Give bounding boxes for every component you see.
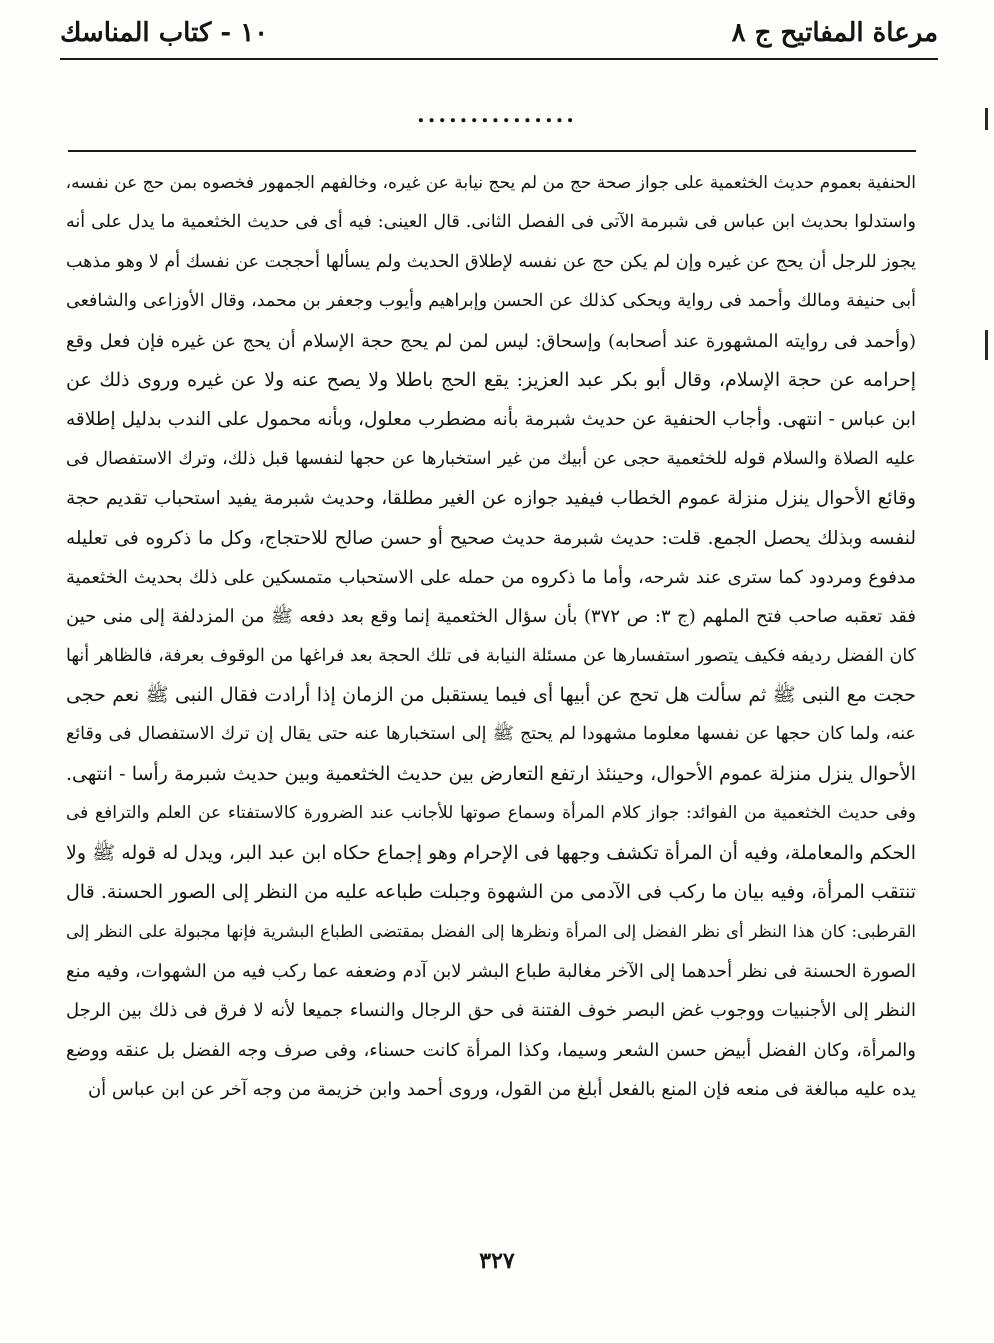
text-line: مدفوع ومردود كما سترى عند شرحه، وأما ما ذكروه من حمله على الاستحباب متمسكين على ذلك بحديث الخثعمية — [66, 566, 916, 588]
text-line: ابن عباس - انتهى. وأجاب الحنفية عن حديث شبرمة بأنه مضطرب معلول، وبأنه محمول على الندب بدليل إطلاقه — [66, 409, 916, 431]
page-header — [60, 16, 938, 56]
text-line: الصورة الحسنة فى نظر أحدهما إلى الآخر مغالبة طباع البشر لابن آدم وضعفه عما ركب فيه من الشهوات، وفيه منع — [66, 960, 916, 982]
text-line: يجوز للرجل أن يحج عن غيره وإن لم يكن حج عن نفسه لإطلاق الحديث ولم يسألها أحججت عن نفسك أم لا وهو مذهب — [66, 251, 916, 272]
page-number: ٣٢٧ — [479, 1248, 515, 1274]
text-line: القرطبى: كان هذا النظر أى نظر الفضل إلى المرأة ونظرها إلى الفضل بمقتضى الطباع البشرية فإنها مجبولة على النظر إلى — [66, 922, 916, 942]
text-line: وقائع الأحوال ينزل منزلة عموم الخطاب فيفيد جوازه عن الغير مطلقا، وحديث شبرمة يفيد استحباب تقديم حجة — [66, 488, 916, 510]
header-rule — [60, 58, 938, 60]
text-line: عنه، ولما كان حجها عن نفسها معلوما مشهودا لم يحتج ﷺ إلى استخبارها عنه حتى يقال إن ترك الاستفصال فى وقائع — [66, 724, 916, 745]
text-line: لنفسه وبذلك يحصل الجمع. قلت: حديث شبرمة حديث صحيح أو حسن صالح للاحتجاج، وكل ما ذكروه فى تعليله — [66, 527, 916, 549]
text-line: والمرأة، وكان الفضل أبيض حسن الشعر وسيما، وكذا المرأة كانت حسناء، وفى صرف وجه الفضل بل عنقه ووضع — [66, 1039, 916, 1061]
text-line: النظر إلى الأجنبيات ووجوب غض البصر خوف الفتنة فى حق الرجال والنساء جميعا لأنه لا فرق فى ذلك بين الرجل — [66, 1000, 916, 1022]
margin-scan-mark — [985, 330, 988, 360]
text-line: الأحوال ينزل منزلة عموم الأحوال، وحينئذ ارتفع التعارض بين حديث الخثعمية وبين حديث شبرمة رأسا - انتهى. — [66, 762, 916, 785]
section-separator: ............... — [417, 102, 577, 128]
text-line: يده عليه مبالغة فى منعه فإن المنع بالفعل أبلغ من القول، وروى أحمد وابن خزيمة من وجه آخر عن ابن عباس أن — [87, 1078, 916, 1100]
running-title: مرعاة المفاتيح ج ٨ — [731, 18, 938, 48]
text-line: كان الفضل رديفه فكيف يتصور استفسارها عن مسئلة النيابة فى تلك الحجة بعد فراغها من الوقوف بعرفة، فالظاهر أنها — [66, 645, 916, 666]
text-line: عليه الصلاة والسلام قوله للخثعمية حجى عن أبيك من غير استخبارها عن حجها لنفسها قبل ذلك، وترك الاستفصال فى — [66, 448, 916, 469]
text-line: إحرامه عن حجة الإسلام، وقال أبو بكر عبد العزيز: يقع الحج باطلا ولا يصح عنه ولا عن غيره وروى ذلك عن — [66, 368, 916, 391]
text-line: واستدلوا بحديث ابن عباس فى شبرمة الآتى فى الفصل الثانى. قال العينى: فيه أى فى حديث الخثعمية ما يدل على أنه — [66, 212, 916, 233]
text-line: (وأحمد فى روايته المشهورة عند أصحابه) وإسحاق: ليس لمن لم يحج حجة الإسلام أن يحج عن غيره فإن فعل وقع — [66, 330, 916, 352]
text-line: أبى حنيفة ومالك وأحمد فى رواية ويحكى كذلك عن الحسن وإبراهيم وأيوب وجعفر بن محمد، وقال الأوزاعى والشافعى — [66, 291, 916, 312]
text-line: فقد تعقبه صاحب فتح الملهم (ج ٣: ص ٣٧٢) بأن سؤال الخثعمية إنما وقع بعد دفعه ﷺ من المزدلفة إلى منى حين — [66, 606, 916, 628]
text-line: تنتقب المرأة، وفيه بيان ما ركب فى الآدمى من الشهوة وجبلت طباعه عليه من النظر إلى الصور الحسنة. قال — [66, 881, 916, 904]
chapter-title: ١٠ - كتاب المناسك — [60, 18, 269, 48]
text-line: وفى حديث الخثعمية من الفوائد: جواز كلام المرأة وسماع صوتها للأجانب عند الضرورة كالاستفتاء عن العلم والترافع فى — [66, 803, 916, 824]
text-line: حجت مع النبى ﷺ ثم سألت هل تحج عن أبيها أى فيما يستقبل من الزمان إذا أرادت فقال النبى ﷺ نعم حجى — [66, 684, 916, 707]
text-line: الحنفية بعموم حديث الخثعمية على جواز صحة حج من لم يحج نيابة عن غيره، وخالفهم الجمهور فخصوه بمن حج عن نفسه، — [66, 173, 916, 193]
text-line: الحكم والمعاملة، وفيه أن المرأة تكشف وجهها فى الإحرام وهو إجماع حكاه ابن عبد البر، ويدل له قوله ﷺ ولا — [66, 841, 916, 864]
commentary-body — [66, 164, 916, 1109]
margin-scan-mark — [985, 108, 988, 130]
footnote-rule — [68, 150, 916, 152]
